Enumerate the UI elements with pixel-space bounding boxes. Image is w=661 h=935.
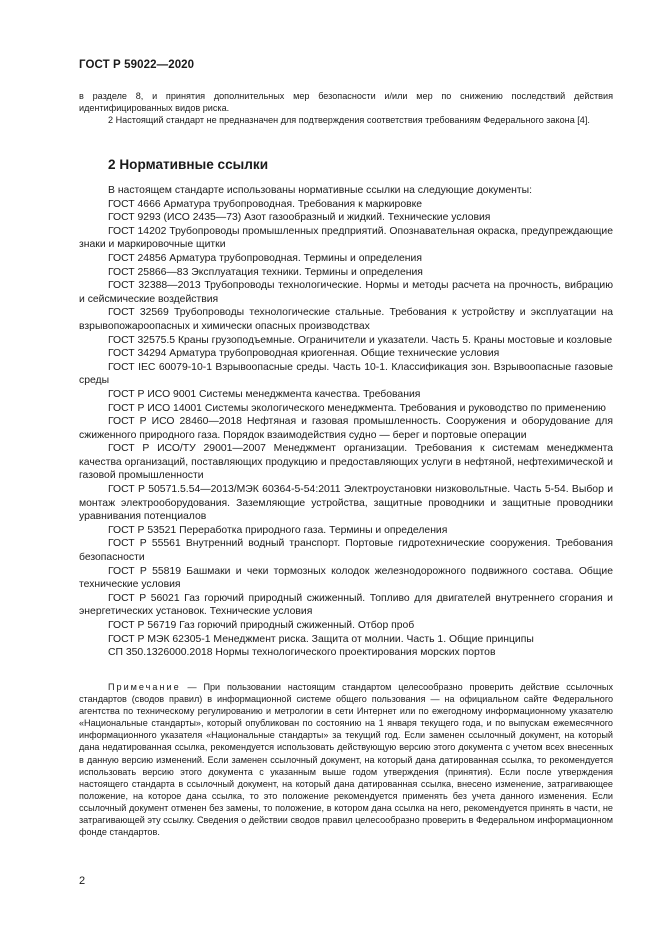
reference-item: ГОСТ 32569 Трубопроводы технологические стальные. Требования к устройству и эксплуатации на взрывопожароопасных и химически опасных производствах bbox=[79, 307, 613, 332]
note-text: При пользовании настоящим стандартом целесообразно проверить действие ссылочных стандартов (сводов правил) в информационной системе общего пользования — на официальном сайте Федерального агентства по техническому регулированию и метрологии в сети Интернет или по ежегодному информационному указателю «Национальные стандарты», который опубликован по состоянию на 1 января текущего года, и по выпускам ежемесячного информационного указателя «Национальные стандарты» за текущий год. Если заменен ссылочный документ, на который дана недатированная ссылка, рекомендуется использовать действующую версию этого документа с учетом всех внесенных в данную версию изменений. Если заменен ссылочный документ, на который дана датированная ссылка, то рекомендуется использовать версию этого документа с указанным выше годом утверждения (принятия). Если после утверждения настоящего стандарта в ссылочный документ, на который дана датированная ссылка, внесено изменение, затрагивающее положение, на которое дана ссылка, то это положение рекомендуется применять без учета данного изменения. Если ссылочный документ отменен без замены, то положение, в котором дана ссылка на него, рекомендуется принять в части, не затрагивающей эту ссылку. Сведения о действии сводов правил целесообразно проверить в Федеральном информационном фонде стандартов. bbox=[79, 682, 613, 838]
reference-item: ГОСТ Р 50571.5.54—2013/МЭК 60364-5-54:2011 Электроустановки низковольтные. Часть 5-54. Выбор и монтаж электрооборудования. Заземляющие устройства, защитные проводники и защитные проводники уравнивания потенциалов bbox=[79, 484, 613, 523]
reference-item: ГОСТ Р 53521 Переработка природного газа. Термины и определения bbox=[108, 524, 448, 536]
intro-paragraph: 2 Настоящий стандарт не предназначен для подтверждения соответствия требованиям Федерального закона [4]. bbox=[108, 115, 590, 125]
reference-item: ГОСТ Р МЭК 62305-1 Менеджмент риска. Защита от молнии. Часть 1. Общие принципы bbox=[108, 633, 534, 645]
reference-item: ГОСТ Р ИСО 9001 Системы менеджмента качества. Требования bbox=[108, 388, 421, 400]
note-block bbox=[79, 681, 613, 838]
reference-item: ГОСТ Р 56719 Газ горючий природный сжиженный. Отбор проб bbox=[108, 620, 415, 631]
note-label: Примечание bbox=[108, 682, 181, 692]
reference-item: ГОСТ 4666 Арматура трубопроводная. Требования к маркировке bbox=[108, 198, 423, 210]
reference-item: ГОСТ 25866—83 Эксплуатация техники. Термины и определения bbox=[108, 266, 423, 278]
references-list bbox=[79, 184, 613, 660]
reference-item: ГОСТ 24856 Арматура трубопроводная. Термины и определения bbox=[108, 252, 422, 264]
reference-item: ГОСТ 34294 Арматура трубопроводная криогенная. Общие технические условия bbox=[108, 348, 500, 360]
reference-item: ГОСТ Р 56021 Газ горючий природный сжиженный. Топливо для двигателей внутреннего сгорания и энергетических установок. Технические условия bbox=[79, 592, 613, 618]
intro-text bbox=[79, 90, 613, 126]
reference-item: ГОСТ Р ИСО 14001 Системы экологического менеджмента. Требования и руководство по применению bbox=[108, 402, 606, 414]
reference-item: ГОСТ 32575.5 Краны грузоподъемные. Ограничители и указатели. Часть 5. Краны мостовые и козловые bbox=[108, 334, 613, 346]
note-dash: — bbox=[180, 682, 204, 692]
reference-item: ГОСТ Р 55819 Башмаки и чеки тормозных колодок железнодорожного подвижного состава. Общие технические условия bbox=[79, 565, 613, 591]
reference-item: ГОСТ Р ИСО/ТУ 29001—2007 Менеджмент организации. Требования к системам менеджмента качества организаций, поставляющих продукцию и предоставляющих услуги в нефтяной, нефтехимической и газовой промышленности bbox=[79, 443, 613, 482]
note-paragraph bbox=[79, 681, 613, 838]
document-code-header: ГОСТ Р 59022—2020 bbox=[79, 59, 195, 71]
reference-item: ГОСТ 14202 Трубопроводы промышленных предприятий. Опознавательная окраска, предупреждающие знаки и маркировочные щитки bbox=[79, 225, 613, 251]
reference-item: ГОСТ Р ИСО 28460—2018 Нефтяная и газовая промышленность. Сооружения и оборудование для сжиженного природного газа. Порядок взаимодействия судно — берег и портовые операции bbox=[79, 416, 613, 441]
reference-item: ГОСТ 32388—2013 Трубопроводы технологические. Нормы и методы расчета на прочность, вибрацию и сейсмические воздействия bbox=[79, 280, 613, 305]
reference-item: СП 350.1326000.2018 Нормы технологического проектирования морских портов bbox=[108, 647, 496, 659]
reference-item: ГОСТ IEC 60079-10-1 Взрывоопасные среды. Часть 10-1. Классификация зон. Взрывоопасные газовые среды bbox=[79, 361, 613, 387]
reference-item: ГОСТ Р 55561 Внутренний водный транспорт. Портовые гидротехнические сооружения. Требования безопасности bbox=[79, 538, 613, 564]
section-title: 2 Нормативные ссылки bbox=[108, 157, 269, 172]
intro-paragraph: в разделе 8, и принятия дополнительных мер безопасности и/или мер по снижению последствий действия идентифицированных видов риска. bbox=[79, 91, 613, 113]
references-lead: В настоящем стандарте использованы нормативные ссылки на следующие документы: bbox=[108, 185, 532, 196]
page-number: 2 bbox=[79, 875, 86, 887]
reference-item: ГОСТ 9293 (ИСО 2435—73) Азот газообразный и жидкий. Технические условия bbox=[108, 212, 491, 224]
